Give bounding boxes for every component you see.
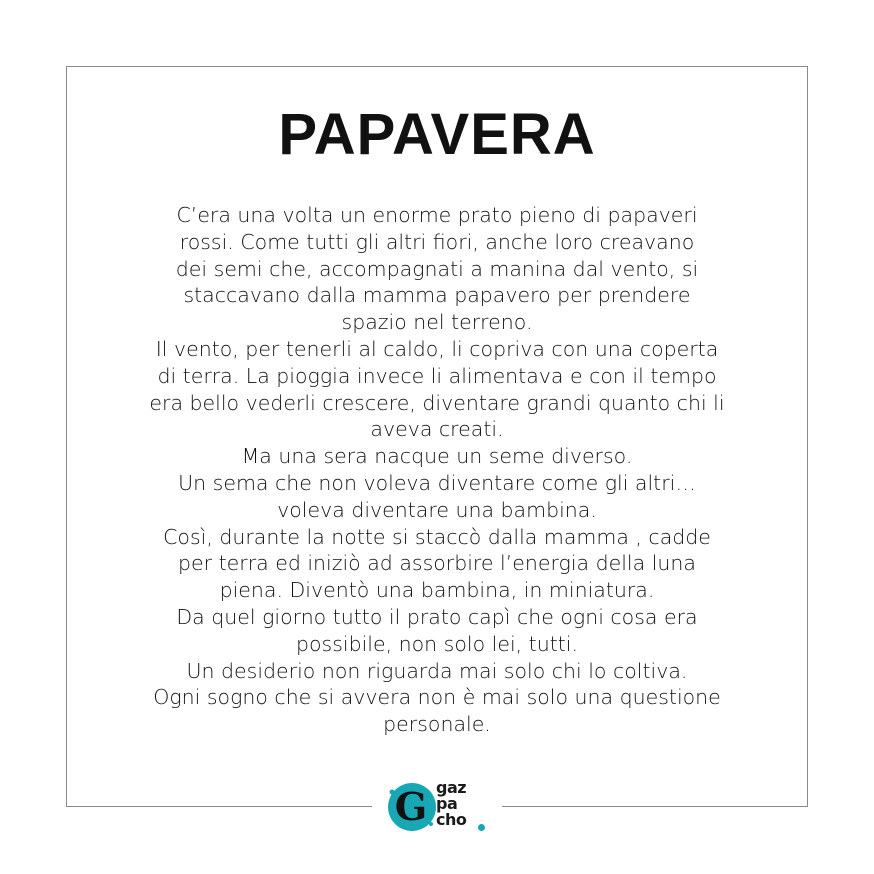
logo-dot [478, 824, 485, 831]
story-line: staccavano dalla mamma papavero per prendere [183, 283, 691, 308]
logo-letter: G [394, 784, 428, 829]
logo-wordmark [436, 780, 486, 828]
story-line: per terra ed iniziò ad assorbire l’energia della luna [178, 551, 696, 576]
story-line: piena. Diventò una bambina, in miniatura. [219, 578, 655, 603]
story-line: Un desiderio non riguarda mai solo chi lo coltiva. [186, 658, 688, 683]
logo-mark-icon [386, 780, 436, 834]
logo-word-line: gaz [436, 778, 467, 797]
story-line: Da quel giorno tutto il prato capì che ogni cosa era [176, 604, 698, 629]
story-line: di terra. La pioggia invece li alimentava e con il tempo [157, 363, 717, 388]
story-text [0, 202, 874, 738]
story-line: Un sema che non voleva diventare come gli altri… [178, 470, 696, 495]
story-line: Così, durante la notte si staccò dalla mamma , cadde [163, 524, 711, 549]
logo-word-line: cho [436, 810, 467, 829]
page-title: PAPAVERA [278, 102, 596, 167]
story-line: possibile, non solo lei, tutti. [295, 631, 579, 656]
story-line: spazio nel terreno. [341, 310, 533, 335]
story-line: C’era una volta un enorme prato pieno di papaveri [176, 203, 698, 227]
gazpacho-logo [386, 780, 496, 834]
story-line: rossi. Come tutti gli altri fiori, anche loro creavano [179, 229, 695, 254]
story-line: Ogni sogno che si avvera non è mai solo una questione [153, 685, 721, 710]
story-line: Il vento, per tenerli al caldo, li copriva con una coperta [155, 336, 719, 361]
story-line: voleva diventare una bambina. [277, 497, 597, 522]
logo-word-line: pa [436, 794, 458, 813]
story-line: personale. [383, 712, 491, 737]
story-line: aveva creati. [370, 417, 504, 442]
story-line: era bello vederli crescere, diventare grandi quanto chi li [149, 390, 725, 415]
story-line: Ma una sera nacque un seme diverso. [241, 444, 633, 469]
story-line: dei semi che, accompagnati a manina dal vento, si [175, 256, 699, 281]
